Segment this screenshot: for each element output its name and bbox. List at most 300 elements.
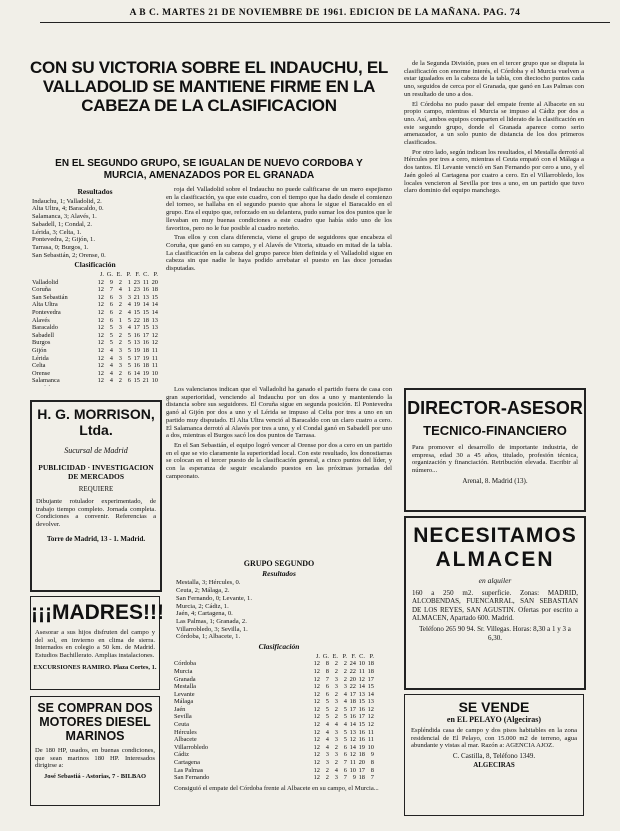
table-row [174, 767, 374, 775]
team-name: Hércules [174, 728, 197, 736]
stat-cell: 12 [97, 369, 104, 377]
stat-cell: 17 [133, 354, 140, 362]
stat-cell: 18 [151, 286, 158, 294]
team-name: Mestalla [174, 683, 197, 691]
stat-cell: 7 [325, 675, 329, 683]
stat-cell: 15 [151, 293, 158, 301]
stat-cell: 19 [133, 346, 140, 354]
stat-cell: 3 [127, 293, 131, 301]
stat-cell: 12 [97, 362, 104, 370]
stat-cell: 12 [313, 660, 320, 668]
stat-cell: 12 [313, 721, 320, 729]
stat-cell: 14 [367, 690, 374, 698]
team-name: Coruña [32, 286, 51, 294]
stat-cell: 2 [334, 660, 338, 668]
stat-cell: 2 [334, 705, 338, 713]
stat-cell: 16 [358, 705, 365, 713]
group2-results [166, 579, 392, 641]
stat-cell: 22 [349, 667, 356, 675]
stat-cell: 11 [367, 728, 374, 736]
stat-cell: 5 [325, 705, 329, 713]
stat-cell: 16 [133, 362, 140, 370]
team-name: Pontevedra [32, 309, 61, 316]
result-line: Sabadell, 1; Condal, 2. [32, 220, 93, 228]
stat-cell: 1 [127, 278, 131, 286]
director-address: Arenal, 8. Madrid (13). [462, 476, 528, 485]
table-row [32, 347, 158, 355]
table-row [32, 279, 158, 287]
stat-cell: 21 [133, 293, 140, 301]
stat-cell: 2 [343, 660, 347, 668]
stat-cell: 16 [133, 331, 140, 339]
almacen-subtitle: en alquiler [478, 576, 512, 585]
motores-ad [30, 696, 160, 806]
table-row [174, 744, 374, 752]
stat-cell: 4 [325, 728, 329, 736]
stat-cell: 15 [142, 309, 149, 316]
stat-cell: 5 [343, 728, 347, 736]
stat-cell: 12 [313, 743, 320, 751]
table-header-cell: E. [116, 271, 122, 279]
table-header-cell: F. [135, 271, 140, 279]
result-line: Lérida, 3; Celta, 1. [32, 228, 82, 236]
stat-cell: 7 [370, 774, 374, 782]
director-body: Para promover el desarrollo de importante industria, de empresa, edad 30 a 45 años, titulado, profesión técnica, organización y financiación. Retribución elevada. Escribir al número... [412, 444, 578, 475]
stat-cell: 2 [118, 278, 122, 286]
result-line: Murcia, 2; Cádiz, 1. [176, 602, 229, 610]
motores-contact: José Sebastiá - Astorias, 7 - BILBAO [43, 773, 147, 781]
stat-cell: 9 [109, 278, 113, 286]
stat-cell: 4 [109, 354, 113, 362]
stat-cell: 2 [343, 667, 347, 675]
stat-cell: 12 [97, 316, 104, 324]
stat-cell: 11 [358, 667, 365, 675]
stat-cell: 5 [127, 331, 131, 339]
stat-cell: 5 [343, 705, 347, 713]
stat-cell: 2 [343, 675, 347, 683]
stat-cell: 12 [97, 293, 104, 301]
table-row [32, 355, 158, 363]
group1-column [32, 186, 158, 386]
stat-cell: 1 [118, 316, 122, 324]
table-row [174, 736, 374, 744]
table-row [174, 751, 374, 759]
table-row [32, 370, 158, 378]
stat-cell: 12 [313, 675, 320, 683]
team-name: Granada [174, 675, 196, 683]
stat-cell: 14 [349, 743, 356, 751]
stat-cell: 2 [325, 774, 329, 782]
article-column-2 [166, 186, 392, 386]
director-ad [404, 388, 586, 512]
team-name: Jaén [174, 705, 186, 713]
vende-address: C. Castilla, 8, Teléfono 1349. [452, 752, 536, 761]
table-header-cell: P. [153, 271, 158, 279]
team-name: Valladolid [32, 278, 59, 286]
stat-cell: 12 [313, 690, 320, 698]
stat-cell: 3 [325, 751, 329, 759]
stat-cell: 10 [367, 743, 374, 751]
motores-body: De 180 HP, usados, en buenas condiciones, que sean marinos 180 HP. Interesados dirigirse a: [35, 747, 155, 770]
stat-cell: 13 [358, 690, 365, 698]
team-name: Cádiz [174, 751, 189, 759]
stat-cell [113, 385, 122, 386]
stat-cell: 15 [367, 683, 374, 691]
director-title2: TECNICO-FINANCIERO [423, 423, 567, 438]
stat-cell: 5 [343, 736, 347, 744]
vende-body: Espléndida casa de campo y dos pisos habitables en la zona residencial de El Pelayo, con 15.000 m2 de terreno, agua abundante y vistas al mar. Razón a: AGENCIA AJOZ. [411, 727, 577, 750]
stat-cell: 3 [325, 759, 329, 767]
table-row [174, 721, 374, 729]
table-row [32, 385, 158, 386]
stat-cell: 2 [334, 743, 338, 751]
article-paragraph: roja del Valladolid sobre el Indauchu no puede calificarse de un mero espejismo en la clasificación, ya que este cuadro, con el tiempo que ha dado desde el comienzo del torneo, se hallaba en el segundo puesto que ahora le sigue el Baracaldo en el grupo. Era el equipo que, reforzado en su delantera, pudo sumar los dos puntos que le llevaban en muy buenas condiciones a este cuadro que había sido uno de los favoritos, pero no le fue posible al cuadro norteño. [166, 186, 392, 232]
stat-cell: 21 [142, 377, 149, 385]
stat-cell: 3 [118, 324, 122, 332]
stat-cell: 13 [349, 728, 356, 736]
table-header-cell: J. [315, 652, 320, 660]
stat-cell: 13 [142, 293, 149, 301]
stat-cell: 6 [109, 309, 113, 316]
stat-cell: 14 [349, 721, 356, 729]
stat-cell: 14 [151, 301, 158, 309]
stat-cell: 12 [97, 324, 104, 332]
group2-standings-table [174, 653, 374, 782]
stat-cell: 4 [127, 324, 131, 332]
stat-cell: 12 [97, 301, 104, 309]
table-row [174, 683, 374, 691]
stat-cell [122, 385, 131, 386]
stat-cell: 3 [118, 354, 122, 362]
stat-cell: 12 [349, 736, 356, 744]
team-name: Gijón [32, 346, 47, 354]
stat-cell: 12 [97, 377, 104, 385]
stat-cell: 12 [358, 675, 365, 683]
stat-cell: 3 [334, 683, 338, 691]
stat-cell: 14 [151, 309, 158, 316]
morrison-line3: REQUIERE [78, 485, 114, 493]
stat-cell: 4 [325, 736, 329, 744]
stat-cell: 12 [313, 751, 320, 759]
stat-cell: 6 [109, 301, 113, 309]
stat-cell: 20 [358, 759, 365, 767]
stat-cell: 13 [151, 324, 158, 332]
stat-cell: 17 [349, 705, 356, 713]
article-column-3 [404, 60, 584, 380]
stat-cell: 5 [325, 698, 329, 706]
stat-cell: 8 [325, 667, 329, 675]
stat-cell: 14 [133, 369, 140, 377]
almacen-body: 160 a 250 m2. superficie. Zonas: MADRID, ALCOBENDAS, FUENCARRAL, SAN SEBASTIAN DE LOS REYES, SAN AGUSTIN. Ofertas por escrito a ALMACEN, Apartado 600. Madrid. [412, 589, 578, 623]
table-row [32, 301, 158, 309]
stat-cell: 5 [109, 339, 113, 347]
table-header-cell: C. [359, 652, 365, 660]
table-row [32, 309, 158, 317]
stat-cell: 11 [142, 278, 149, 286]
team-name [32, 385, 95, 386]
team-name: Ceuta [174, 721, 189, 729]
table-row [174, 759, 374, 767]
stat-cell: 17 [349, 690, 356, 698]
stat-cell: 4 [109, 377, 113, 385]
stat-cell: 12 [313, 683, 320, 691]
stat-cell: 18 [142, 362, 149, 370]
team-name: Levante [174, 690, 195, 698]
team-name: Sabadell [32, 331, 55, 339]
stat-cell: 12 [97, 331, 104, 339]
stat-cell: 13 [151, 316, 158, 324]
stat-cell: 4 [127, 301, 131, 309]
stat-cell: 2 [325, 766, 329, 774]
stat-cell: 5 [127, 354, 131, 362]
stat-cell: 16 [349, 713, 356, 721]
stat-cell: 2 [118, 301, 122, 309]
stat-cell: 2 [334, 667, 338, 675]
stat-cell: 6 [343, 743, 347, 751]
stat-cell: 3 [343, 683, 347, 691]
table-row [32, 324, 158, 332]
result-line: Indauchu, 1; Valladolid, 2. [32, 197, 102, 205]
stat-cell: 11 [151, 362, 158, 370]
team-name: Lérida [32, 354, 49, 362]
article-paragraph: de la Segunda División, pues en el tercer grupo que se disputa la clasificación con enorme interés, el Córdoba y el Murcia vuelven a estar igualados en la cabeza de la tabla, con dieciocho puntos cada uno, seguidos de cerca por el Granada, que ganó en Las Palmas con un resultado de uno a dos. [404, 60, 584, 98]
stat-cell: 3 [118, 362, 122, 370]
morrison-subtitle: Sucursal de Madrid [64, 446, 128, 455]
stat-cell: 4 [325, 743, 329, 751]
stat-cell: 11 [349, 759, 356, 767]
group2-section [166, 558, 392, 826]
team-name: Córdoba [174, 660, 197, 668]
stat-cell: 5 [127, 346, 131, 354]
stat-cell: 9 [370, 751, 374, 759]
team-name: Murcia [174, 667, 193, 675]
motores-title: SE COMPRAN DOS MOTORES DIESEL MARINOS [37, 701, 153, 743]
team-name: Sevilla [174, 713, 192, 721]
result-line: Tarrasa, 0; Burgos, 1. [32, 243, 89, 251]
madres-body: Asesorar a sus hijos disfruten del campo y del sol, en invierno en clima de sierra. Internados en colegio a 50 km. de Madrid. Estudios Bachillerato. Amplias instalaciones. [35, 629, 155, 660]
table-row [174, 713, 374, 721]
stat-cell: 17 [358, 713, 365, 721]
stat-cell [140, 385, 149, 386]
team-name: Celta [32, 362, 46, 370]
result-line: San Fernando, 0; Levante, 1. [176, 594, 252, 602]
table-row [174, 691, 374, 699]
table-row [32, 332, 158, 340]
stat-cell: 12 [313, 698, 320, 706]
stat-cell: 3 [334, 774, 338, 782]
stat-cell: 19 [358, 743, 365, 751]
result-line: Pontevedra, 2; Gijón, 1. [32, 236, 95, 244]
stat-cell: 5 [109, 324, 113, 332]
stat-cell: 17 [133, 324, 140, 332]
team-name: Salamanca [32, 377, 60, 385]
stat-cell: 12 [97, 309, 104, 316]
result-line: Salamanca, 3; Alavés, 1. [32, 213, 97, 221]
group2-title: GRUPO SEGUNDO [243, 559, 315, 568]
article-paragraph: Los valencianos indican que el Valladolid ha ganado el partido fuera de casa con gran superioridad, venciendo al Indauchu por un dos a uno y manteniendo la distancia sobre sus seguidores. El Coruña sigue en segunda posición. El Pontevedra ganó al Gijón por dos a uno y el Lérida se impuso al Celta por tres a uno en un partido muy disputado. El Alta Ultra venció al Baracaldo con un claro cuatro a cero. El Salamanca derrotó al Alavés por tres a uno, y el Condal ganó en Sabadell por uno a dos, mientras el Burgos sacó los dos puntos de Tarrasa. [166, 386, 392, 440]
madres-contact: EXCURSIONES RAMIRO. Plaza Cortes, 1. [33, 663, 157, 671]
result-line: Ceuta, 2; Málaga, 2. [176, 587, 230, 595]
stat-cell: 6 [325, 690, 329, 698]
stat-cell: 19 [133, 301, 140, 309]
stat-cell: 2 [118, 377, 122, 385]
stat-cell: 4 [334, 721, 338, 729]
article-headline: CON SU VICTORIA SOBRE EL INDAUCHU, EL VALLADOLID SE MANTIENE FIRME EN LA CABEZA DE LA CLASIFICACION [30, 58, 388, 115]
stat-cell: 16 [142, 286, 149, 294]
stat-cell: 10 [358, 660, 365, 668]
almacen-ad [404, 516, 586, 690]
team-name: Cartagena [174, 759, 200, 767]
stat-cell: 9 [352, 774, 356, 782]
group2-note: Consiguió el empate del Córdoba frente al Albacete en su campo, el Murcia... [174, 784, 379, 792]
team-name: Baracaldo [32, 324, 58, 332]
stat-cell: 10 [349, 766, 356, 774]
group1-table-title: Clasificación [74, 260, 116, 270]
stat-cell: 6 [109, 316, 113, 324]
group1-results-title: Resultados [77, 187, 113, 196]
stat-cell: 12 [349, 751, 356, 759]
stat-cell: 4 [343, 690, 347, 698]
stat-cell: 16 [358, 736, 365, 744]
stat-cell: 7 [109, 286, 113, 294]
stat-cell: 17 [358, 766, 365, 774]
stat-cell: 19 [142, 369, 149, 377]
vende-subtitle: en EL PELAYO (Algeciras) [446, 715, 542, 724]
morrison-title: H. G. MORRISON, Ltda. [37, 406, 155, 438]
stat-cell: 5 [127, 362, 131, 370]
table-header-cell [174, 653, 311, 661]
almacen-hours: Teléfono 265 90 94. Sr. Villegas. Horas: 8,30 a 1 y 3 a 6,30. [419, 624, 571, 642]
stat-cell: 17 [142, 331, 149, 339]
stat-cell: 6 [127, 377, 131, 385]
team-name: Albacete [174, 736, 197, 744]
team-name: Málaga [174, 698, 194, 706]
table-header-cell: P. [369, 652, 374, 660]
stat-cell: 12 [367, 705, 374, 713]
stat-cell: 2 [118, 339, 122, 347]
stat-cell: 15 [358, 721, 365, 729]
stat-cell: 3 [334, 698, 338, 706]
table-row [32, 377, 158, 385]
stat-cell: 12 [313, 667, 320, 675]
stat-cell: 8 [370, 759, 374, 767]
stat-cell: 12 [97, 278, 104, 286]
article-paragraph: Por otro lado, según indican los resultados, el Mestalla derrotó al Hércules por tres a cero, mientras el Ceuta empató con el Málaga a dos tantos. El Levante venció en San Fernando por cero a uno, y el Jaén goleó al Cartagena por cuatro a cero. En el Villarrobledo, los locales vencieron al Sevilla por tres a uno, en un partido que tuvo claro dominio del equipo manchego. [404, 148, 584, 195]
morrison-line1: PUBLICIDAD · INVESTIGACION [38, 463, 154, 472]
stat-cell: 6 [343, 766, 347, 774]
table-row [32, 317, 158, 325]
vende-city: ALGECIRAS [473, 761, 515, 770]
table-header-cell: E. [332, 652, 338, 660]
stat-cell: 15 [133, 309, 140, 316]
table-row [32, 339, 158, 347]
stat-cell: 6 [343, 751, 347, 759]
stat-cell: 12 [313, 705, 320, 713]
stat-cell: 8 [370, 766, 374, 774]
stat-cell: 6 [109, 293, 113, 301]
result-line: Mestalla, 3; Hércules, 0. [176, 579, 241, 587]
stat-cell: 4 [118, 286, 122, 294]
stat-cell [95, 385, 104, 386]
team-name: Villarrobledo [174, 743, 209, 751]
stat-cell: 8 [325, 660, 329, 668]
stat-cell: 18 [358, 774, 365, 782]
team-name: Burgos [32, 339, 51, 347]
madres-title: ¡¡¡MADRES!!! [31, 601, 164, 624]
article-paragraph: Tras ellos y con clara diferencia, viene el grupo de seguidores que encabeza el Coruña, que ganó en su campo, y el Alavés de Vitoria, situado en mitad de la tabla. La clasificación en la cabeza del grupo parece bien definida y el Valladolid sigue en cabeza sin que nadie le haya podido arrebatar el puesto en las doce jornadas disputadas. [166, 234, 392, 273]
team-name: Alavés [32, 316, 50, 324]
stat-cell [104, 385, 113, 386]
stat-cell [131, 385, 140, 386]
stat-cell: 12 [97, 339, 104, 347]
stat-cell: 18 [367, 660, 374, 668]
stat-cell: 4 [109, 369, 113, 377]
stat-cell: 3 [118, 293, 122, 301]
stat-cell: 10 [151, 369, 158, 377]
morrison-ad [30, 400, 162, 592]
team-name: San Sebastián [32, 293, 68, 301]
table-row [174, 774, 374, 782]
director-title1: DIRECTOR-ASESOR [407, 398, 583, 418]
stat-cell: 5 [109, 331, 113, 339]
stat-cell: 23 [133, 286, 140, 294]
article-column-2-lower [166, 386, 392, 556]
morrison-body: Dibujante rotulador experimentado, de trabajo tiempo completo. Jornada completa. Condiciones a convenir. Referencias a devolver. [36, 498, 156, 529]
stat-cell: 15 [142, 324, 149, 332]
table-row [174, 698, 374, 706]
stat-cell: 12 [97, 346, 104, 354]
stat-cell: 12 [97, 354, 104, 362]
stat-cell: 22 [349, 683, 356, 691]
stat-cell: 4 [109, 362, 113, 370]
stat-cell: 11 [367, 736, 374, 744]
article-paragraph: El Córdoba no pudo pasar del empate frente al Albacete en su propio campo, mientras el Murcia se impuso al Cádiz por dos a uno. Así, ambos equipos comparten el liderato de la clasificación en este segundo grupo, donde el Granada aparece como serio amenazador, a un solo punto de distancia de los dos primeros clasificados. [404, 100, 584, 147]
stat-cell: 4 [109, 346, 113, 354]
stat-cell: 12 [367, 721, 374, 729]
table-header-row [32, 271, 158, 279]
table-row [174, 676, 374, 684]
table-header-cell: P. [126, 271, 131, 279]
result-line: Las Palmas, 1; Granada, 2. [176, 617, 247, 625]
table-header-cell [32, 271, 95, 279]
stat-cell: 5 [127, 339, 131, 347]
stat-cell: 12 [313, 736, 320, 744]
table-row [174, 729, 374, 737]
stat-cell: 20 [151, 278, 158, 286]
article-paragraph: En el San Sebastián, el equipo logró vencer al Orense por dos a cero en un partido en el que se vio claramente la superioridad local. Con este resultado, los donostiarras se colocan en el tercer puesto de la clasificación general, a cinco puntos del líder, y con la esperanza de seguir escalando puestos en las próximas jornadas del campeonato. [166, 441, 392, 480]
stat-cell: 11 [151, 354, 158, 362]
stat-cell: 12 [313, 728, 320, 736]
stat-cell: 5 [127, 316, 131, 324]
stat-cell: 4 [343, 698, 347, 706]
vende-ad [404, 694, 584, 816]
stat-cell: 4 [334, 766, 338, 774]
result-line: Villarrobledo, 3; Sevilla, 1. [176, 625, 248, 633]
result-line: San Sebastián, 2; Orense, 0. [32, 251, 106, 259]
stat-cell: 12 [313, 759, 320, 767]
stat-cell: 22 [133, 316, 140, 324]
stat-cell: 20 [349, 675, 356, 683]
stat-cell [149, 385, 158, 386]
stat-cell: 3 [334, 728, 338, 736]
stat-cell: 16 [142, 339, 149, 347]
stat-cell: 15 [133, 377, 140, 385]
result-line: Córdoba, 1; Albacete, 1. [176, 633, 241, 641]
stat-cell: 2 [334, 759, 338, 767]
table-row [174, 660, 374, 668]
almacen-title1: NECESITAMOS [413, 524, 577, 547]
stat-cell: 7 [343, 774, 347, 782]
